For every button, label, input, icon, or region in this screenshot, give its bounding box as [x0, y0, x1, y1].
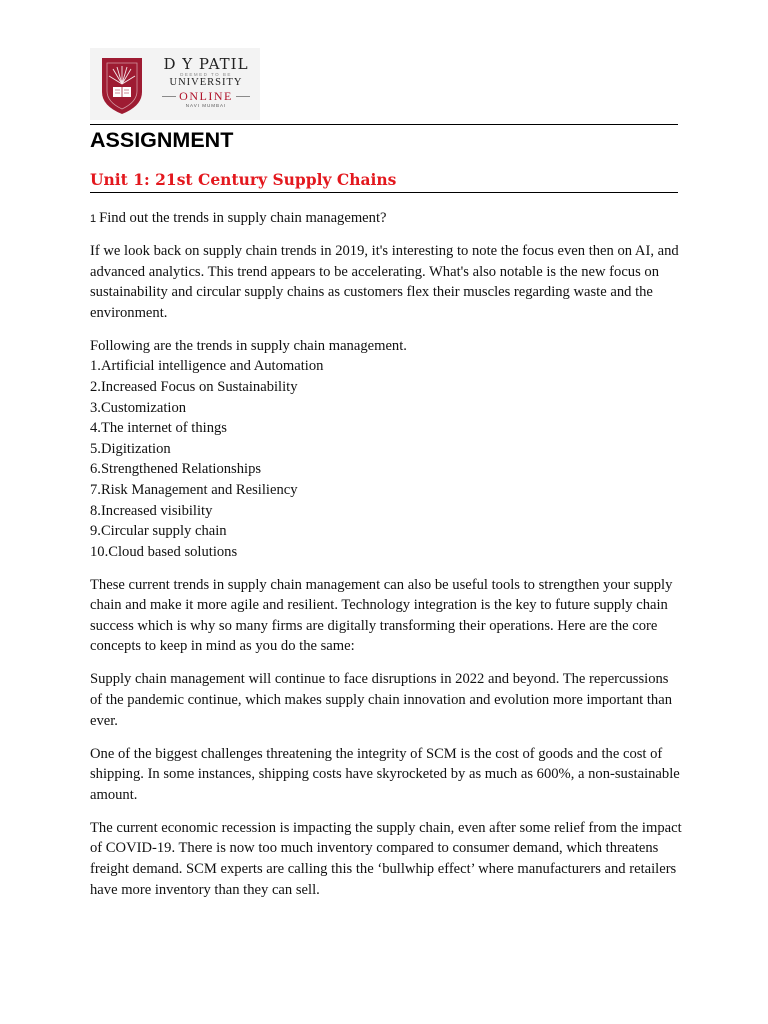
shield-emblem-icon [100, 54, 144, 116]
question-text: Find out the trends in supply chain management? [99, 210, 387, 226]
logo-divider-right [236, 96, 250, 97]
logo-city: NAVI MUMBAI [185, 103, 227, 108]
list-item: 10.Cloud based solutions [90, 543, 238, 560]
trends-block [90, 336, 682, 563]
list-item: 5.Digitization [90, 440, 171, 457]
logo-university: UNIVERSITY [169, 77, 243, 88]
page-title: ASSIGNMENT [90, 128, 234, 152]
logo-online: ONLINE [179, 89, 233, 103]
logo-wordmark [152, 56, 260, 109]
answer-body [90, 241, 682, 913]
question-number: 1 [90, 213, 97, 225]
paragraph-disruptions: Supply chain management will continue to face disruptions in 2022 and beyond. The repercussions of the pandemic continue, which makes supply chain innovation and evolution more important than ever. [90, 671, 672, 729]
paragraph-challenges: One of the biggest challenges threatening the integrity of SCM is the cost of goods and the cost of shipping. In some instances, shipping costs have skyrocketed by as much as 600%, a non-sustainable amount. [90, 745, 680, 803]
trends-list-intro: Following are the trends in supply chain management. [90, 337, 407, 354]
question [90, 208, 386, 229]
logo-divider-left [162, 96, 176, 97]
list-item: 9.Circular supply chain [90, 523, 227, 540]
logo-tagline: DEEMED TO BE [180, 72, 232, 77]
list-item: 4.The internet of things [90, 420, 227, 437]
header-rule [90, 124, 678, 125]
logo-name: D Y PATIL [163, 55, 249, 73]
logo-online-row [152, 89, 260, 103]
list-item: 7.Risk Management and Resiliency [90, 481, 298, 498]
paragraph-core-concepts: These current trends in supply chain management can also be useful tools to strengthen your supply chain and make it more agile and resilient. Technology integration is the key to future supply chain success which is why so many firms are digitally transforming their operations. Here are the core concepts to keep in mind as you do the same: [90, 576, 673, 655]
university-logo [90, 48, 260, 120]
trends-list [90, 356, 682, 562]
paragraph-intro: If we look back on supply chain trends in 2019, it's interesting to note the focus even then on AI, and advanced analytics. This trend appears to be accelerating. What's also notable is the new focus on sustainability and circular supply chains as customers flex their muscles regarding waste and the environment. [90, 243, 679, 321]
list-item: 2.Increased Focus on Sustainability [90, 378, 298, 395]
list-item: 3.Customization [90, 399, 187, 416]
list-item: 1.Artificial intelligence and Automation [90, 358, 324, 375]
unit-rule [90, 192, 678, 193]
list-item: 6.Strengthened Relationships [90, 461, 262, 478]
unit-heading: Unit 1: 21st Century Supply Chains [90, 170, 397, 189]
list-item: 8.Increased visibility [90, 502, 213, 519]
paragraph-recession: The current economic recession is impacting the supply chain, even after some relief from the impact of COVID-19. There is now too much inventory compared to consumer demand, which threatens freight demand. SCM experts are calling this the ‘bullwhip effect’ where manufacturers and retailers have more inventory than they can sell. [90, 819, 682, 898]
